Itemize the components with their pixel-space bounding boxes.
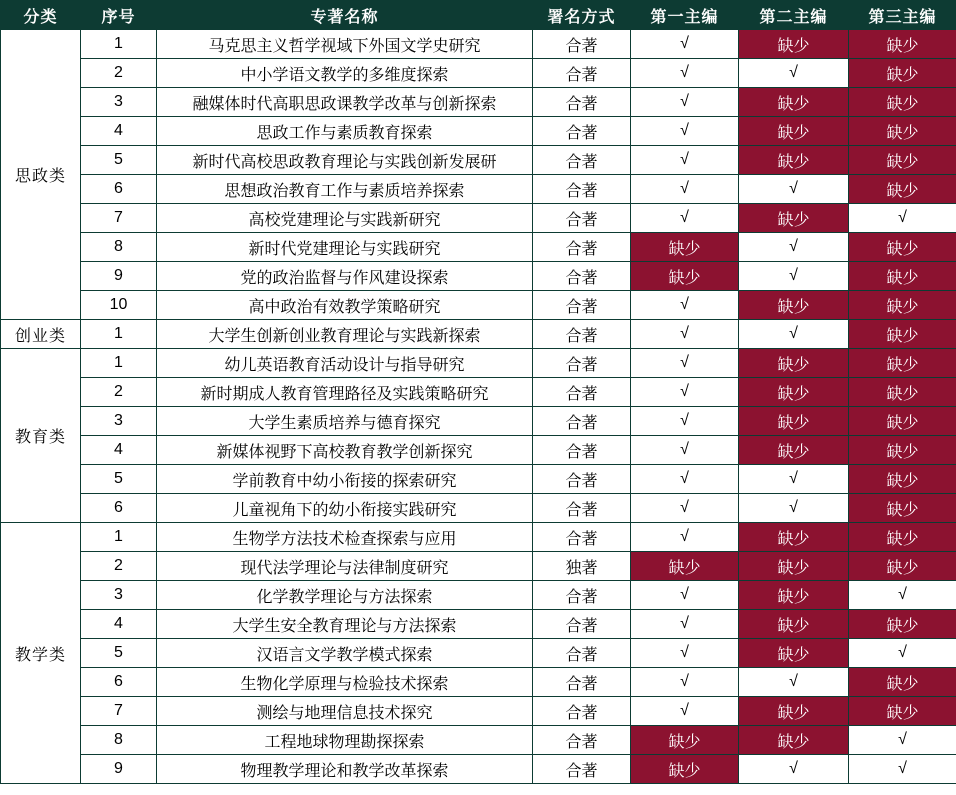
editor-check-cell-1: √ [631, 204, 739, 233]
index-cell: 3 [81, 581, 157, 610]
header-editor-2: 第二主编 [739, 1, 849, 30]
book-title-cell: 生物学方法技术检查探索与应用 [157, 523, 533, 552]
index-cell: 3 [81, 88, 157, 117]
editor-check-cell-1: √ [631, 175, 739, 204]
category-cell: 创业类 [1, 320, 81, 349]
signature-cell: 合著 [533, 30, 631, 59]
editor-check-cell-2: √ [739, 320, 849, 349]
signature-cell: 合著 [533, 523, 631, 552]
missing-status-cell-1: 缺少 [631, 755, 739, 784]
index-cell: 2 [81, 59, 157, 88]
missing-status-cell-3: 缺少 [849, 291, 956, 320]
editor-check-cell-2: √ [739, 233, 849, 262]
category-cell: 教育类 [1, 349, 81, 523]
book-title-cell: 新时代党建理论与实践研究 [157, 233, 533, 262]
table-row [1, 436, 956, 465]
index-cell: 2 [81, 552, 157, 581]
book-title-cell: 大学生安全教育理论与方法探索 [157, 610, 533, 639]
missing-status-cell-2: 缺少 [739, 349, 849, 378]
header-signature: 署名方式 [533, 1, 631, 30]
missing-status-cell-3: 缺少 [849, 494, 956, 523]
missing-status-cell-3: 缺少 [849, 117, 956, 146]
index-cell: 4 [81, 610, 157, 639]
signature-cell: 合著 [533, 204, 631, 233]
missing-status-cell-1: 缺少 [631, 726, 739, 755]
signature-cell: 合著 [533, 88, 631, 117]
table-row [1, 668, 956, 697]
header-editor-1: 第一主编 [631, 1, 739, 30]
signature-cell: 合著 [533, 697, 631, 726]
signature-cell: 合著 [533, 639, 631, 668]
editor-check-cell-2: √ [739, 175, 849, 204]
signature-cell: 合著 [533, 436, 631, 465]
table-row [1, 175, 956, 204]
index-cell: 6 [81, 494, 157, 523]
book-title-cell: 儿童视角下的幼小衔接实践研究 [157, 494, 533, 523]
editor-check-cell-1: √ [631, 146, 739, 175]
missing-status-cell-2: 缺少 [739, 697, 849, 726]
signature-cell: 合著 [533, 146, 631, 175]
table-row [1, 88, 956, 117]
editor-check-cell-1: √ [631, 407, 739, 436]
editor-check-cell-1: √ [631, 349, 739, 378]
book-title-cell: 新时代高校思政教育理论与实践创新发展研 [157, 146, 533, 175]
missing-status-cell-2: 缺少 [739, 610, 849, 639]
table-row [1, 494, 956, 523]
missing-status-cell-3: 缺少 [849, 146, 956, 175]
table-row [1, 59, 956, 88]
signature-cell: 合著 [533, 175, 631, 204]
editor-check-cell-1: √ [631, 697, 739, 726]
editor-check-cell-2: √ [739, 465, 849, 494]
signature-cell: 合著 [533, 465, 631, 494]
missing-status-cell-3: 缺少 [849, 407, 956, 436]
missing-status-cell-3: 缺少 [849, 552, 956, 581]
book-title-cell: 高校党建理论与实践新研究 [157, 204, 533, 233]
missing-status-cell-2: 缺少 [739, 726, 849, 755]
book-title-cell: 学前教育中幼小衔接的探索研究 [157, 465, 533, 494]
missing-status-cell-2: 缺少 [739, 436, 849, 465]
missing-status-cell-3: 缺少 [849, 349, 956, 378]
signature-cell: 合著 [533, 581, 631, 610]
editor-check-cell-1: √ [631, 378, 739, 407]
book-title-cell: 幼儿英语教育活动设计与指导研究 [157, 349, 533, 378]
editor-check-cell-1: √ [631, 639, 739, 668]
missing-status-cell-1: 缺少 [631, 233, 739, 262]
index-cell: 8 [81, 726, 157, 755]
signature-cell: 独著 [533, 552, 631, 581]
missing-status-cell-2: 缺少 [739, 117, 849, 146]
book-title-cell: 测绘与地理信息技术探究 [157, 697, 533, 726]
header-category: 分类 [1, 1, 81, 30]
missing-status-cell-2: 缺少 [739, 88, 849, 117]
missing-status-cell-3: 缺少 [849, 233, 956, 262]
header-row [1, 1, 956, 30]
missing-status-cell-3: 缺少 [849, 320, 956, 349]
table-row [1, 146, 956, 175]
category-cell: 思政类 [1, 30, 81, 320]
index-cell: 1 [81, 349, 157, 378]
index-cell: 4 [81, 436, 157, 465]
signature-cell: 合著 [533, 668, 631, 697]
index-cell: 5 [81, 639, 157, 668]
index-cell: 1 [81, 320, 157, 349]
editor-check-cell-1: √ [631, 30, 739, 59]
table-row [1, 465, 956, 494]
table-row [1, 262, 956, 291]
table-row [1, 349, 956, 378]
editor-check-cell-3: √ [849, 581, 956, 610]
table-row [1, 726, 956, 755]
table-row [1, 407, 956, 436]
signature-cell: 合著 [533, 494, 631, 523]
editor-check-cell-1: √ [631, 88, 739, 117]
book-title-cell: 汉语言文学教学模式探索 [157, 639, 533, 668]
index-cell: 1 [81, 30, 157, 59]
index-cell: 5 [81, 146, 157, 175]
missing-status-cell-3: 缺少 [849, 378, 956, 407]
missing-status-cell-2: 缺少 [739, 523, 849, 552]
index-cell: 7 [81, 204, 157, 233]
index-cell: 9 [81, 755, 157, 784]
editor-check-cell-1: √ [631, 668, 739, 697]
header-title: 专著名称 [157, 1, 533, 30]
editor-check-cell-3: √ [849, 726, 956, 755]
book-title-cell: 生物化学原理与检验技术探索 [157, 668, 533, 697]
editor-check-cell-2: √ [739, 59, 849, 88]
signature-cell: 合著 [533, 349, 631, 378]
table-body [1, 30, 956, 784]
header-editor-3: 第三主编 [849, 1, 956, 30]
signature-cell: 合著 [533, 59, 631, 88]
missing-status-cell-3: 缺少 [849, 262, 956, 291]
book-title-cell: 高中政治有效教学策略研究 [157, 291, 533, 320]
index-cell: 8 [81, 233, 157, 262]
signature-cell: 合著 [533, 378, 631, 407]
table-row [1, 204, 956, 233]
editor-check-cell-1: √ [631, 436, 739, 465]
header-index: 序号 [81, 1, 157, 30]
signature-cell: 合著 [533, 117, 631, 146]
table-row [1, 30, 956, 59]
missing-status-cell-1: 缺少 [631, 262, 739, 291]
table-row [1, 117, 956, 146]
signature-cell: 合著 [533, 407, 631, 436]
missing-status-cell-3: 缺少 [849, 697, 956, 726]
table-row [1, 755, 956, 784]
missing-status-cell-3: 缺少 [849, 465, 956, 494]
editor-check-cell-3: √ [849, 204, 956, 233]
missing-status-cell-2: 缺少 [739, 407, 849, 436]
editor-check-cell-1: √ [631, 465, 739, 494]
table-row [1, 581, 956, 610]
table-row [1, 320, 956, 349]
book-title-cell: 思政工作与素质教育探索 [157, 117, 533, 146]
signature-cell: 合著 [533, 610, 631, 639]
book-title-cell: 工程地球物理勘探探索 [157, 726, 533, 755]
signature-cell: 合著 [533, 320, 631, 349]
index-cell: 2 [81, 378, 157, 407]
missing-status-cell-2: 缺少 [739, 30, 849, 59]
index-cell: 4 [81, 117, 157, 146]
table-row [1, 610, 956, 639]
book-title-cell: 化学教学理论与方法探索 [157, 581, 533, 610]
missing-status-cell-2: 缺少 [739, 291, 849, 320]
table-row [1, 378, 956, 407]
signature-cell: 合著 [533, 262, 631, 291]
index-cell: 7 [81, 697, 157, 726]
table-header [1, 1, 956, 30]
missing-status-cell-2: 缺少 [739, 204, 849, 233]
editor-check-cell-1: √ [631, 117, 739, 146]
index-cell: 10 [81, 291, 157, 320]
missing-status-cell-2: 缺少 [739, 581, 849, 610]
book-title-cell: 新时期成人教育管理路径及实践策略研究 [157, 378, 533, 407]
index-cell: 1 [81, 523, 157, 552]
editor-check-cell-2: √ [739, 755, 849, 784]
missing-status-cell-3: 缺少 [849, 59, 956, 88]
index-cell: 6 [81, 175, 157, 204]
editor-check-cell-2: √ [739, 494, 849, 523]
missing-status-cell-3: 缺少 [849, 436, 956, 465]
table-row [1, 552, 956, 581]
missing-status-cell-2: 缺少 [739, 378, 849, 407]
book-title-cell: 马克思主义哲学视域下外国文学史研究 [157, 30, 533, 59]
index-cell: 3 [81, 407, 157, 436]
book-title-cell: 融媒体时代高职思政课教学改革与创新探索 [157, 88, 533, 117]
book-title-cell: 现代法学理论与法律制度研究 [157, 552, 533, 581]
signature-cell: 合著 [533, 726, 631, 755]
missing-status-cell-3: 缺少 [849, 175, 956, 204]
table-row [1, 523, 956, 552]
book-title-cell: 大学生创新创业教育理论与实践新探索 [157, 320, 533, 349]
index-cell: 6 [81, 668, 157, 697]
editor-check-cell-3: √ [849, 639, 956, 668]
editor-check-cell-1: √ [631, 494, 739, 523]
editor-check-cell-1: √ [631, 320, 739, 349]
book-title-cell: 大学生素质培养与德育探究 [157, 407, 533, 436]
book-title-cell: 新媒体视野下高校教育教学创新探究 [157, 436, 533, 465]
table-row [1, 639, 956, 668]
missing-status-cell-1: 缺少 [631, 552, 739, 581]
editor-check-cell-3: √ [849, 755, 956, 784]
missing-status-cell-3: 缺少 [849, 668, 956, 697]
missing-status-cell-3: 缺少 [849, 30, 956, 59]
signature-cell: 合著 [533, 233, 631, 262]
category-cell: 教学类 [1, 523, 81, 784]
missing-status-cell-3: 缺少 [849, 610, 956, 639]
editor-check-cell-1: √ [631, 581, 739, 610]
editor-check-cell-2: √ [739, 668, 849, 697]
missing-status-cell-3: 缺少 [849, 523, 956, 552]
book-title-cell: 思想政治教育工作与素质培养探索 [157, 175, 533, 204]
missing-status-cell-2: 缺少 [739, 146, 849, 175]
index-cell: 5 [81, 465, 157, 494]
editor-check-cell-1: √ [631, 59, 739, 88]
book-title-cell: 物理教学理论和教学改革探索 [157, 755, 533, 784]
table-row [1, 291, 956, 320]
signature-cell: 合著 [533, 755, 631, 784]
editor-check-cell-1: √ [631, 291, 739, 320]
missing-status-cell-2: 缺少 [739, 552, 849, 581]
missing-status-cell-2: 缺少 [739, 639, 849, 668]
table-row [1, 233, 956, 262]
editor-check-cell-1: √ [631, 610, 739, 639]
editor-check-cell-1: √ [631, 523, 739, 552]
table-row [1, 697, 956, 726]
book-title-cell: 中小学语文教学的多维度探索 [157, 59, 533, 88]
editor-check-cell-2: √ [739, 262, 849, 291]
index-cell: 9 [81, 262, 157, 291]
book-title-cell: 党的政治监督与作风建设探索 [157, 262, 533, 291]
signature-cell: 合著 [533, 291, 631, 320]
missing-status-cell-3: 缺少 [849, 88, 956, 117]
